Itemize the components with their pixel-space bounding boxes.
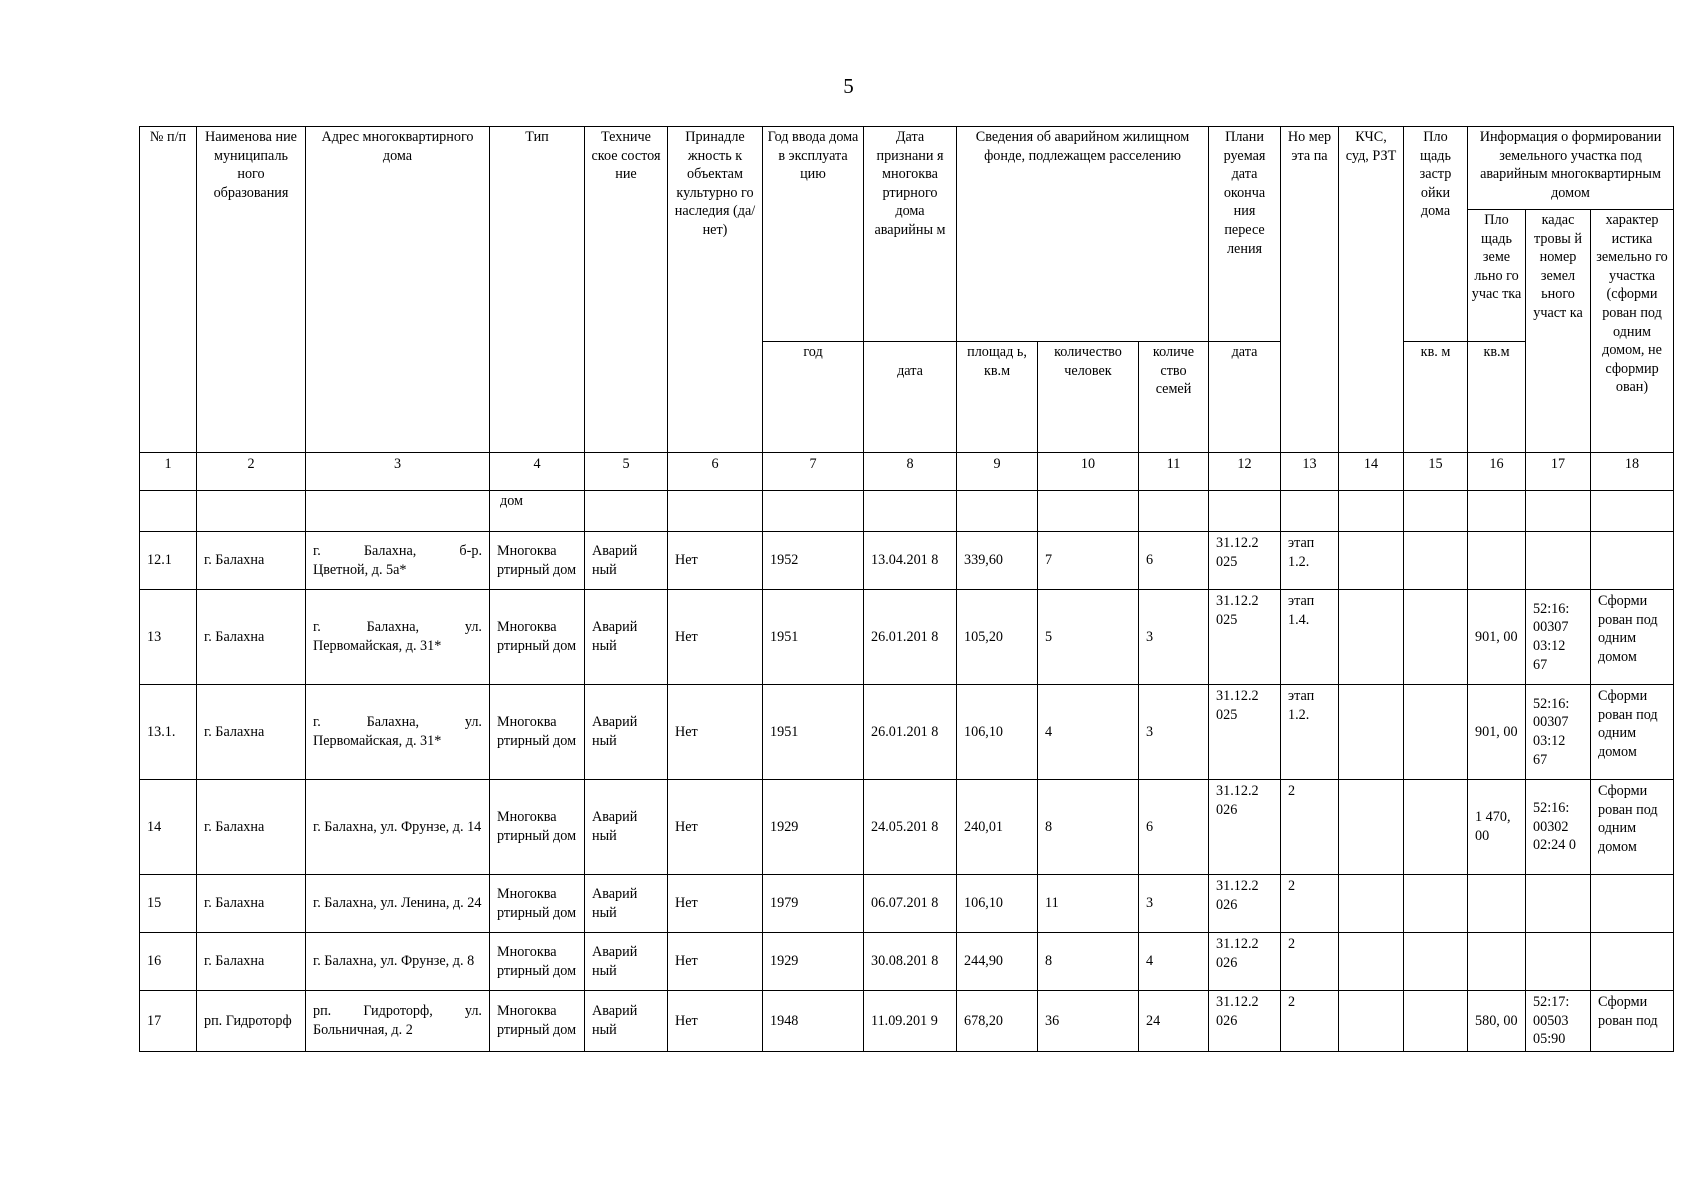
row-land-area [1468,532,1526,590]
row-land-area: 580, 00 [1468,991,1526,1052]
header-build-area-unit: кв. м [1404,342,1468,453]
continuation-type: дом [490,491,585,532]
address-line-1 [313,542,482,561]
column-number: 14 [1339,453,1404,491]
column-number: 18 [1591,453,1674,491]
header-heritage: Принадле жность к объектам культурно го наследия (да/нет) [668,127,763,453]
row-families: 6 [1139,780,1209,875]
row-tech-state: Аварий ный [585,685,668,780]
row-people: 4 [1038,685,1139,780]
row-area: 105,20 [957,590,1038,685]
row-heritage: Нет [668,685,763,780]
row-municipality: г. Балахна [197,875,306,933]
row-end-date: 31.12.2 026 [1209,933,1281,991]
row-area: 240,01 [957,780,1038,875]
column-number: 8 [864,453,957,491]
address-line-2: Цветной, д. 5а* [313,561,407,578]
header-address: Адрес многоквартирного дома [306,127,490,453]
row-year: 1952 [763,532,864,590]
header-housing-info: Сведения об аварийном жилищном фонде, подлежащем расселению [957,127,1209,342]
row-heritage: Нет [668,590,763,685]
row-cadastre [1526,875,1591,933]
row-municipality: г. Балахна [197,933,306,991]
row-kchs [1339,991,1404,1052]
row-stage: этап 1.2. [1281,685,1339,780]
row-area: 339,60 [957,532,1038,590]
row-land-status: Сформи рован под одним домом [1591,590,1674,685]
column-number: 10 [1038,453,1139,491]
row-build-area [1404,780,1468,875]
address-line-1 [313,1002,482,1021]
column-number: 12 [1209,453,1281,491]
address-part: г. [313,714,321,731]
row-land-status: Сформи рован под одним домом [1591,685,1674,780]
row-stage: этап 1.2. [1281,532,1339,590]
address-line-2: Первомайская, д. 31* [313,733,442,749]
row-families: 4 [1139,933,1209,991]
row-stage: 2 [1281,875,1339,933]
column-number: 17 [1526,453,1591,491]
row-tech-state: Аварий ный [585,875,668,933]
address-part: рп. [313,1003,332,1020]
row-stage: 2 [1281,991,1339,1052]
row-number: 16 [140,933,197,991]
row-recognition-date: 11.09.201 9 [864,991,957,1052]
table-header [140,127,1674,453]
row-families: 6 [1139,532,1209,590]
row-heritage: Нет [668,875,763,933]
emergency-housing-table [139,126,1674,1052]
row-number: 14 [140,780,197,875]
row-address: г. Балахна, ул. Фрунзе, д. 14 [306,780,490,875]
row-kchs [1339,875,1404,933]
row-land-status [1591,532,1674,590]
address-line-2: Больничная, д. 2 [313,1021,413,1038]
address-part: б-р. [459,542,482,559]
row-land-area: 901, 00 [1468,685,1526,780]
address-part: г. [313,619,321,636]
column-number-row [140,453,1674,491]
column-number: 2 [197,453,306,491]
row-address [306,685,490,780]
column-number: 11 [1139,453,1209,491]
header-area-unit: площад ь, кв.м [957,342,1038,453]
row-people: 5 [1038,590,1139,685]
table-row [140,532,1674,590]
row-municipality: рп. Гидроторф [197,991,306,1052]
header-tech-state: Техниче ское состоя ние [585,127,668,453]
row-municipality: г. Балахна [197,685,306,780]
column-number: 7 [763,453,864,491]
header-land-status: характер истика земельно го участка (сформи рован под одним домом, не сформир ован) [1591,210,1674,453]
row-year: 1929 [763,780,864,875]
row-people: 8 [1038,933,1139,991]
header-people-unit: количество человек [1038,342,1139,453]
row-type: Многоква ртирный дом [490,532,585,590]
row-cadastre: 52:16: 00302 02:24 0 [1526,780,1591,875]
table-row [140,875,1674,933]
column-number: 3 [306,453,490,491]
header-land-info: Информация о формировании земельного участка под аварийным многоквартирным домом [1468,127,1674,210]
row-area: 106,10 [957,875,1038,933]
header-cadastre: кадас тровы й номер земел ьного участ ка [1526,210,1591,453]
row-land-area: 1 470, 00 [1468,780,1526,875]
column-number: 9 [957,453,1038,491]
row-kchs [1339,590,1404,685]
column-number: 4 [490,453,585,491]
row-tech-state: Аварий ный [585,991,668,1052]
row-area: 106,10 [957,685,1038,780]
table-row [140,991,1674,1052]
column-number: 5 [585,453,668,491]
table-row [140,685,1674,780]
row-end-date: 31.12.2 026 [1209,991,1281,1052]
table-body [140,453,1674,532]
row-recognition-date: 13.04.201 8 [864,532,957,590]
row-recognition-date: 26.01.201 8 [864,685,957,780]
row-year: 1929 [763,933,864,991]
address-part: ул. [464,1003,482,1020]
row-number: 12.1 [140,532,197,590]
address-part: Балахна, [366,619,420,636]
row-people: 7 [1038,532,1139,590]
row-build-area [1404,685,1468,780]
row-municipality: г. Балахна [197,590,306,685]
row-land-status: Сформи рован под одним домом [1591,780,1674,875]
header-end-date: Плани руемая дата оконча ния пересе ления [1209,127,1281,342]
row-municipality: г. Балахна [197,780,306,875]
header-land-area-unit: кв.м [1468,342,1526,453]
row-tech-state: Аварий ный [585,532,668,590]
header-municipality: Наименова ние муниципаль ного образования [197,127,306,453]
row-heritage: Нет [668,933,763,991]
row-type: Многоква ртирный дом [490,590,585,685]
row-cadastre: 52:17: 00503 05:90 [1526,991,1591,1052]
row-cadastre [1526,532,1591,590]
continuation-row [140,491,1674,532]
row-area: 244,90 [957,933,1038,991]
row-address: г. Балахна, ул. Ленина, д. 24 [306,875,490,933]
row-recognition-date: 30.08.201 8 [864,933,957,991]
row-land-status [1591,875,1674,933]
header-land-area: Пло щадь земе льно го учас тка [1468,210,1526,342]
row-kchs [1339,933,1404,991]
row-land-status [1591,933,1674,991]
row-land-area [1468,933,1526,991]
row-stage: 2 [1281,933,1339,991]
row-recognition-date: 26.01.201 8 [864,590,957,685]
address-part: ул. [464,619,482,636]
row-type: Многоква ртирный дом [490,991,585,1052]
row-address [306,590,490,685]
row-type: Многоква ртирный дом [490,933,585,991]
address-part: ул. [464,714,482,731]
column-number: 1 [140,453,197,491]
row-land-area [1468,875,1526,933]
row-cadastre: 52:16: 00307 03:12 67 [1526,685,1591,780]
data-rows [140,532,1674,1052]
row-year: 1948 [763,991,864,1052]
row-people: 11 [1038,875,1139,933]
row-tech-state: Аварий ный [585,780,668,875]
row-tech-state: Аварий ный [585,590,668,685]
row-address [306,991,490,1052]
row-year: 1951 [763,685,864,780]
row-build-area [1404,875,1468,933]
row-kchs [1339,780,1404,875]
row-heritage: Нет [668,532,763,590]
row-number: 17 [140,991,197,1052]
column-number: 6 [668,453,763,491]
row-municipality: г. Балахна [197,532,306,590]
row-recognition-date: 24.05.201 8 [864,780,957,875]
page-number: 5 [843,74,854,98]
row-tech-state: Аварий ный [585,933,668,991]
header-date-unit: дата [864,342,957,453]
header-end-date-unit: дата [1209,342,1281,453]
row-build-area [1404,532,1468,590]
row-end-date: 31.12.2 025 [1209,532,1281,590]
address-line-1 [313,713,482,732]
header-stage: Но мер эта па [1281,127,1339,453]
row-number: 15 [140,875,197,933]
row-kchs [1339,532,1404,590]
table-row [140,590,1674,685]
row-stage: 2 [1281,780,1339,875]
header-kchs: КЧС, суд, РЗТ [1339,127,1404,453]
row-build-area [1404,590,1468,685]
column-number: 15 [1404,453,1468,491]
row-end-date: 31.12.2 026 [1209,875,1281,933]
row-families: 24 [1139,991,1209,1052]
column-number: 16 [1468,453,1526,491]
row-cadastre [1526,933,1591,991]
row-heritage: Нет [668,780,763,875]
table-row [140,933,1674,991]
row-number: 13.1. [140,685,197,780]
address-line-2: Первомайская, д. 31* [313,638,442,654]
row-area: 678,20 [957,991,1038,1052]
row-build-area [1404,933,1468,991]
address-part: г. [313,542,321,559]
row-address: г. Балахна, ул. Фрунзе, д. 8 [306,933,490,991]
row-type: Многоква ртирный дом [490,875,585,933]
address-part: Гидроторф, [363,1003,433,1020]
address-part: Балахна, [366,714,420,731]
row-year: 1979 [763,875,864,933]
header-year: Год ввода дома в эксплуата цию [763,127,864,342]
row-families: 3 [1139,590,1209,685]
row-kchs [1339,685,1404,780]
row-land-area: 901, 00 [1468,590,1526,685]
row-cadastre: 52:16: 00307 03:12 67 [1526,590,1591,685]
row-people: 36 [1038,991,1139,1052]
row-year: 1951 [763,590,864,685]
row-address [306,532,490,590]
header-recognition-date: Дата признани я многоква ртирного дома аварийны м [864,127,957,342]
row-build-area [1404,991,1468,1052]
row-end-date: 31.12.2 025 [1209,590,1281,685]
row-families: 3 [1139,685,1209,780]
row-type: Многоква ртирный дом [490,685,585,780]
address-line-1 [313,618,482,637]
row-people: 8 [1038,780,1139,875]
row-type: Многоква ртирный дом [490,780,585,875]
header-families-unit: количе ство семей [1139,342,1209,453]
row-stage: этап 1.4. [1281,590,1339,685]
row-number: 13 [140,590,197,685]
header-num: № п/п [140,127,197,453]
header-build-area: Пло щадь застр ойки дома [1404,127,1468,342]
row-end-date: 31.12.2 025 [1209,685,1281,780]
table-row [140,780,1674,875]
column-number: 13 [1281,453,1339,491]
row-land-status: Сформи рован под [1591,991,1674,1052]
header-year-unit: год [763,342,864,453]
row-heritage: Нет [668,991,763,1052]
row-families: 3 [1139,875,1209,933]
row-end-date: 31.12.2 026 [1209,780,1281,875]
header-type: Тип [490,127,585,453]
row-recognition-date: 06.07.201 8 [864,875,957,933]
address-part: Балахна, [363,542,417,559]
